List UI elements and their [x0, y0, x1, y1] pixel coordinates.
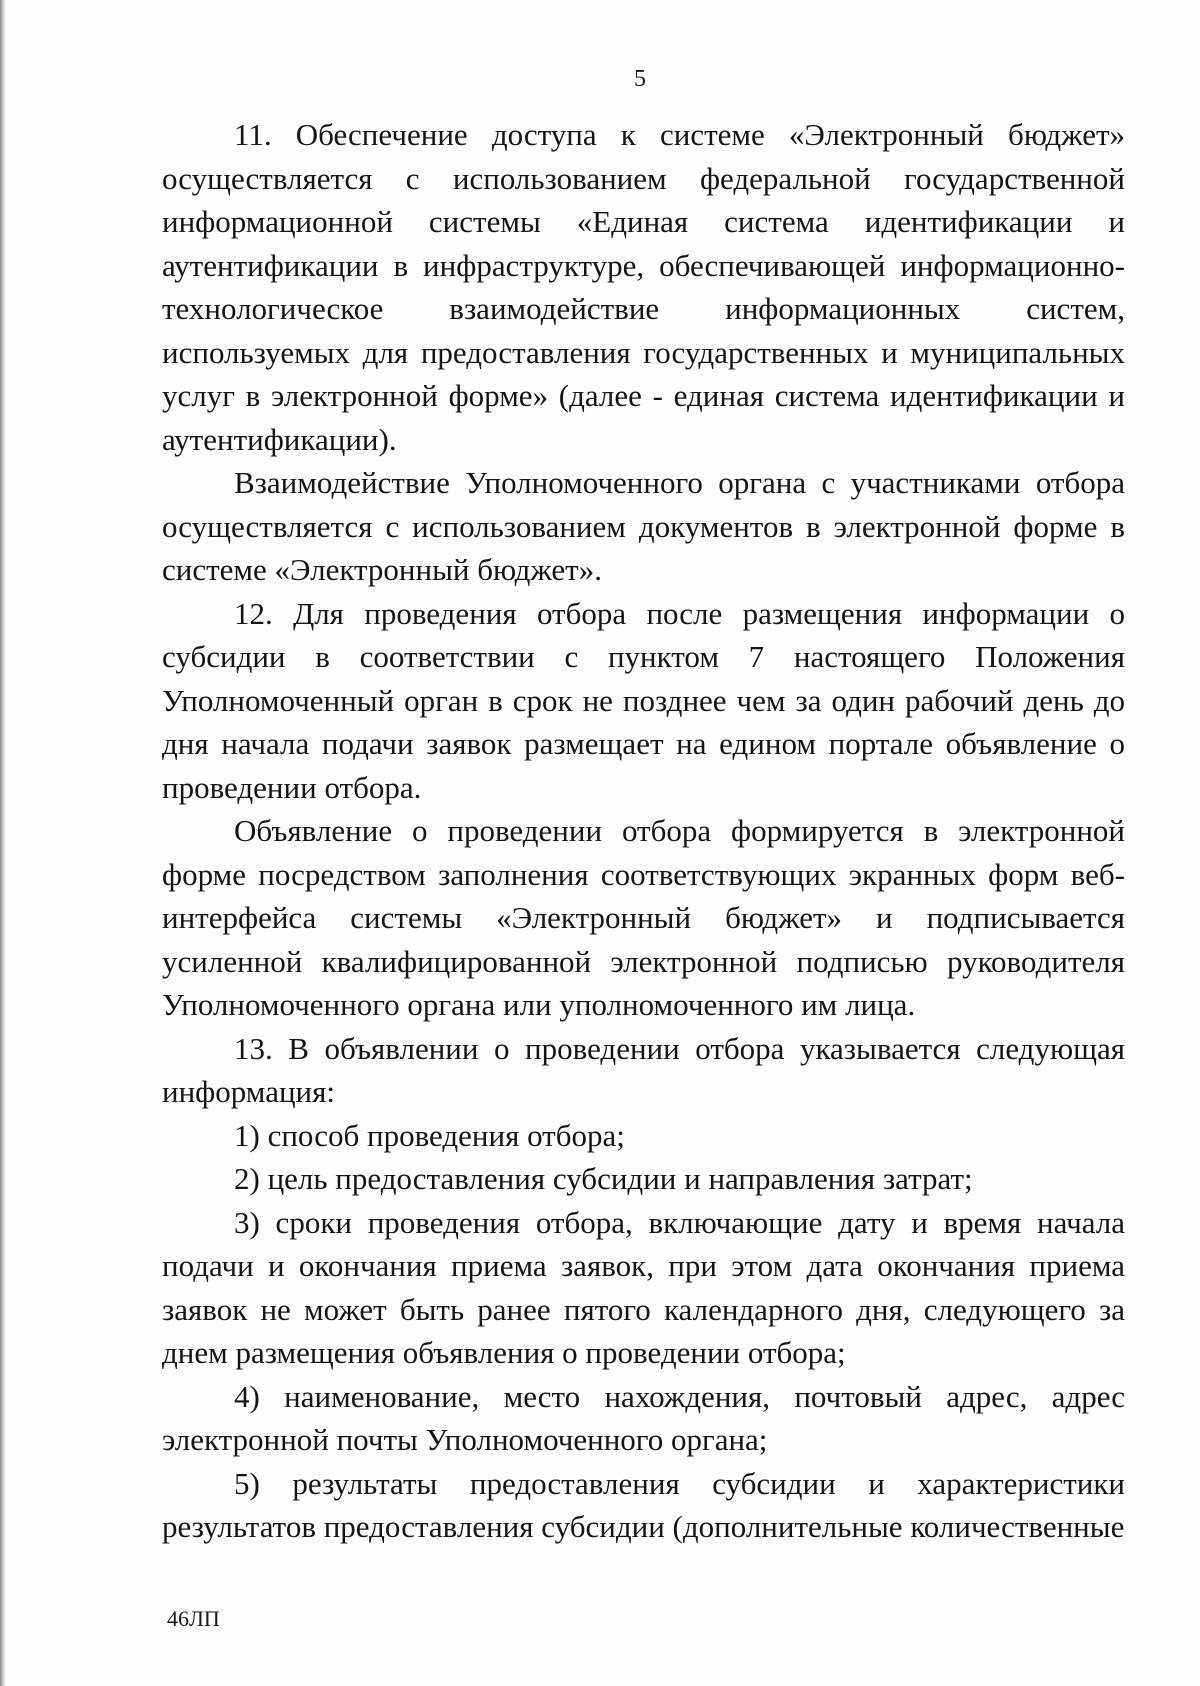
scan-edge — [0, 0, 6, 1686]
document-body — [162, 113, 1125, 1549]
paragraph-13: 13. В объявлении о проведении отбора указывается следующая информация: — [162, 1030, 1125, 1109]
paragraph-11: 11. Обеспечение доступа к системе «Электронный бюджет» осуществляется с использованием федеральной государственной информационной системы «Единая система идентификации и аутентификации в инфраструктуре, обеспечивающей информационно-технологическое взаимодействие информационных систем, используемых для предоставления государственных и муниципальных услуг в электронной форме» (далее - единая система идентификации и аутентификации). — [162, 117, 1125, 457]
list-item-2: 2) цель предоставления субсидии и направления затрат; — [234, 1161, 973, 1196]
footer-document-code: 46ЛП — [167, 1606, 220, 1631]
list-item-1: 1) способ проведения отбора; — [234, 1117, 625, 1153]
paragraph-announcement: Объявление о проведении отбора формируется в электронной форме посредством заполнения соответствующих экранных форм веб-интерфейса системы «Электронный бюджет» и подписывается усиленной квалифицированной электронной подписью руководителя Уполномоченного органа или уполномоченного им лица. — [162, 813, 1125, 1022]
paragraph-interaction: Взаимодействие Уполномоченного органа с участниками отбора осуществляется с использованием документов в электронной форме в системе «Электронный бюджет». — [162, 465, 1125, 587]
paragraph-12: 12. Для проведения отбора после размещения информации о субсидии в соответствии с пунктом 7 настоящего Положения Уполномоченный орган в срок не позднее чем за один рабочий день до дня начала подачи заявок размещает на едином портале объявление о проведении отбора. — [162, 595, 1125, 805]
list-item-4: 4) наименование, место нахождения, почтовый адрес, адрес электронной почты Уполномоченного органа; — [162, 1378, 1125, 1457]
list-item-5: 5) результаты предоставления субсидии и характеристики результатов предоставления субсидии (дополнительные количественные — [162, 1465, 1125, 1544]
list-item-3: 3) сроки проведения отбора, включающие дату и время начала подачи и окончания приема заявок, при этом дата окончания приема заявок не может быть ранее пятого календарного дня, следующего за днем размещения объявления о проведении отбора; — [162, 1204, 1125, 1370]
page-number: 5 — [634, 66, 646, 92]
